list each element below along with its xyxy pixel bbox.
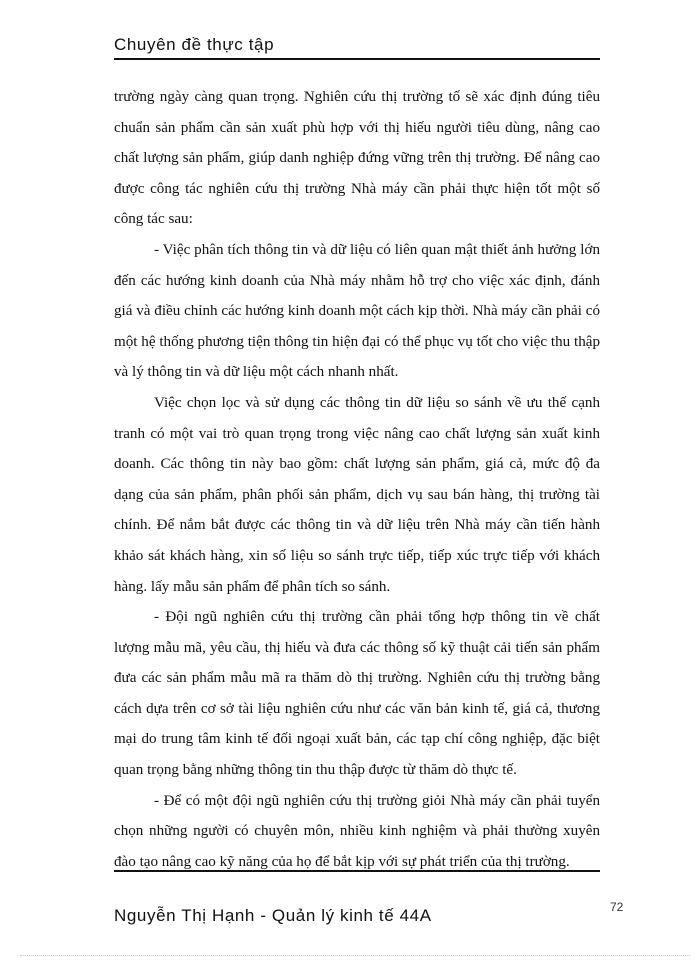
page-bottom-edge [20,955,690,956]
paragraph-competitive-data: Việc chọn lọc và sử dụng các thông tin dữ liệu so sánh về ưu thế cạnh tranh có một vai trò quan trọng trong việc nâng cao chất lượng sản xuất kinh doanh. Các thông tin này bao gồm: chất lượng sản phẩm, giá cả, mức độ đa dạng của sản phẩm, phân phối sản phẩm, dịch vụ sau bán hàng, thị trường tài chính. Để nắm bắt được các thông tin và dữ liệu trên Nhà máy cần tiến hành khảo sát khách hàng, xin số liệu so sánh trực tiếp, tiếp xúc trực tiếp với khách hàng. lấy mẫu sản phẩm để phân tích so sánh. [114,394,600,595]
paragraph-bullet-training: - Để có một đội ngũ nghiên cứu thị trường giỏi Nhà máy cần phải tuyển chọn những người có chuyên môn, nhiều kinh nghiệm và phải thường xuyên đào tạo nâng cao kỹ năng của họ để bắt kịp với sự phát triển của thị trường. [114,792,600,870]
paragraph-continuation: trường ngày càng quan trọng. Nghiên cứu thị trường tố sẽ xác định đúng tiêu chuẩn sản phẩm cần sản xuất phù hợp với thị hiếu người tiêu dùng, nâng cao chất lượng sản phẩm, giúp danh nghiệp đứng vững trên thị trường. Để nâng cao được công tác nghiên cứu thị trường Nhà máy cần phải thực hiện tốt một số công tác sau: [114,89,600,228]
paragraph-bullet-information-analysis: - Việc phân tích thông tin và dữ liệu có liên quan mật thiết ảnh hưởng lớn đến các hướng kinh doanh của Nhà máy nhằm hỗ trợ cho việc xác định, đánh giá và điều chỉnh các hướng kinh doanh một cách kịp thời. Nhà máy cần phải có một hệ thống phương tiện thông tin hiện đại có thể phục vụ tốt cho việc thu thập và lý thông tin và dữ liệu một cách nhanh nhất. [114,241,600,381]
page-header [114,32,600,62]
page-number: 72 [610,900,624,914]
header-rule [114,58,600,60]
footer-author: Nguyễn Thị Hạnh - Quản lý kinh tế 44A [114,906,432,925]
header-title: Chuyên đề thực tập [114,35,275,54]
page-footer [114,866,624,926]
body-text [114,82,600,877]
footer-rule [114,870,600,872]
paragraph-bullet-research-team: - Đội ngũ nghiên cứu thị trường cần phải tổng hợp thông tin về chất lượng mẫu mã, yêu cầu, thị hiếu và đưa các thông số kỹ thuật cải tiến sản phẩm đưa các sản phẩm mẫu mã ra thăm dò thị trường. Nghiên cứu thị trường bằng cách dựa trên cơ sở tài liệu nghiên cứu như các văn bản kinh tế, giá cả, thương mại do trung tâm kinh tế đối ngoại xuất bản, các tạp chí công nghiệp, đặc biệt quan trọng bằng những thông tin thu thập được từ thăm dò thực tế. [114,609,600,779]
